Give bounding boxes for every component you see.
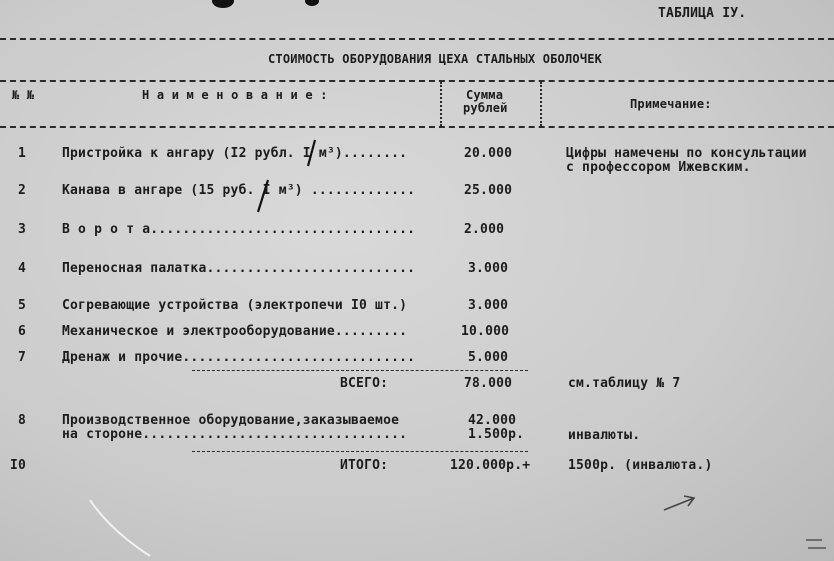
subtotal-label: ВСЕГО: [340, 376, 389, 391]
row-note: Цифры намечены по консультации [566, 146, 807, 161]
ink-blot [305, 0, 319, 6]
row-note: с профессором Ижевским. [566, 160, 751, 175]
subtotal-note: см.таблицу № 7 [568, 376, 681, 391]
row-name: Производственное оборудование,заказываемое [62, 413, 400, 428]
header-num: № № [12, 88, 35, 102]
row-sum: 3.000 [468, 261, 509, 276]
rule-header-bottom [0, 126, 834, 128]
row-name: Согревающие устройства (электропечи I0 шт.) [62, 298, 408, 313]
row-name: Механическое и электрооборудование......... [62, 324, 408, 339]
row-number: 7 [18, 350, 27, 365]
row-name: В о р о т а................................. [62, 222, 416, 237]
total-label: ИТОГО: [340, 458, 389, 473]
row-name: Дренаж и прочие............................. [62, 350, 416, 365]
row-sum: 2.000 [464, 222, 505, 237]
row-number: 3 [18, 222, 27, 237]
table-label: ТАБЛИЦА IУ. [658, 6, 747, 21]
row-number: 2 [18, 183, 27, 198]
rule-header-top [0, 80, 834, 82]
row-number: 5 [18, 298, 27, 313]
row-sum: 42.000 [468, 413, 517, 428]
row-name: Переносная палатка.......................... [62, 261, 416, 276]
row-sum: 1.500р. [468, 427, 525, 442]
row-number: 6 [18, 324, 27, 339]
row-sum: 5.000 [468, 350, 509, 365]
row-sum: 20.000 [464, 146, 513, 161]
row-name: Пристройка к ангару (I2 рубл. I м³)........ [62, 146, 408, 161]
document-title: СТОИМОСТЬ ОБОРУДОВАНИЯ ЦЕХА СТАЛЬНЫХ ОБОЛОЧЕК [268, 52, 603, 66]
total-rule [192, 451, 528, 452]
row-sum: 10.000 [461, 324, 510, 339]
row-sum: 3.000 [468, 298, 509, 313]
row-number: 8 [18, 413, 27, 428]
subtotal-sum: 78.000 [464, 376, 513, 391]
header-sum: Сумма [466, 88, 504, 102]
row-number: 1 [18, 146, 27, 161]
column-divider [540, 82, 542, 126]
row-note: инвалюты. [568, 428, 641, 443]
total-sum: 120.000р.+ [450, 458, 531, 473]
row-name: Канава в ангаре (15 руб. I м³) ............. [62, 183, 416, 198]
ink-blot [212, 0, 234, 8]
row-name: на стороне................................. [62, 427, 408, 442]
header-name: Н а и м е н о в а н и е : [142, 88, 328, 102]
rule-top [0, 38, 834, 40]
header-sum-unit: рублей [463, 101, 508, 115]
total-note: 1500р. (инвалюта.) [568, 458, 713, 473]
row-sum: 25.000 [464, 183, 513, 198]
subtotal-rule [192, 370, 528, 371]
column-divider [440, 82, 442, 126]
row-number: I0 [10, 458, 27, 473]
header-note: Примечание: [630, 97, 712, 111]
row-number: 4 [18, 261, 27, 276]
